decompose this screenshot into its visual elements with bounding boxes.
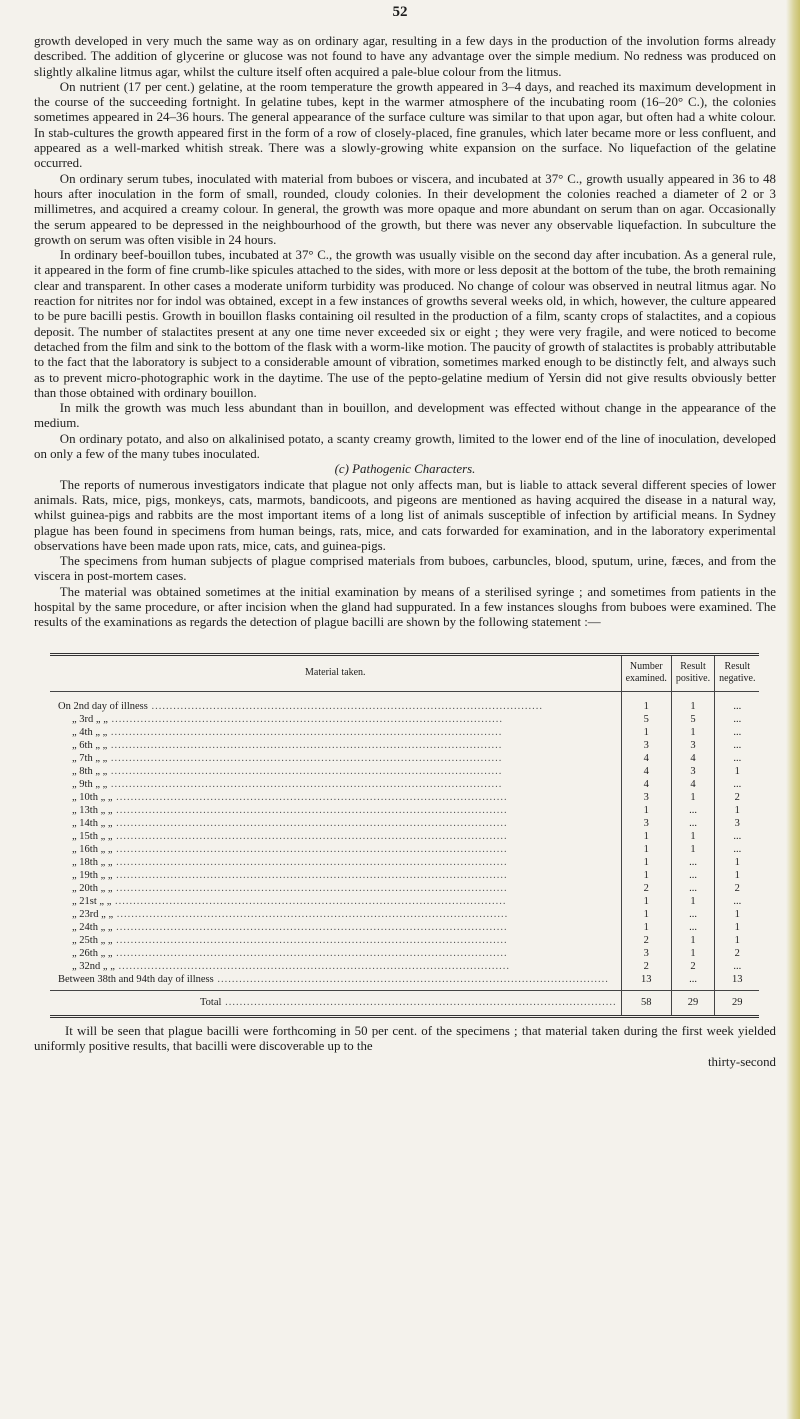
material-label: „ 18th „ „ xyxy=(72,857,113,868)
table-header-row xyxy=(50,655,759,692)
material-label: „ 14th „ „ xyxy=(72,818,113,829)
material-label: „ 13th „ „ xyxy=(72,805,113,816)
positive-cell: 4 xyxy=(671,752,714,765)
positive-cell: 1 xyxy=(671,895,714,908)
paragraph: On ordinary serum tubes, inoculated with material from buboes or viscera, and incubated at 37° C., growth usually appeared in 36 to 48 hours after inoculation in the form of small, rounded, cloudy colonies. In their development the colonies reached a diameter of 2 or 3 millimetres, and acquired a creamy colour. In general, the growth was more opaque and more abundant on serum than on agar. Occasionally the serum appeared to be depressed in the neighbourhood of the growth, but there was never any observable liquefaction. In subculture the growth on serum was often visible in 24 hours. xyxy=(34,171,776,247)
material-cell xyxy=(50,804,621,817)
material-cell xyxy=(50,739,621,752)
material-label: „ 19th „ „ xyxy=(72,870,113,881)
paragraph: The material was obtained sometimes at the initial examination by means of a sterilised syringe ; and sometimes from patients in the hospital by the same procedure, or after incision when the gland had suppurated. In a few instances sloughs from buboes were examined. The results of the examinations as regards the detection of plague bacilli are shown by the following statement :— xyxy=(34,584,776,630)
material-label: „ 20th „ „ xyxy=(72,883,113,894)
negative-cell: 1 xyxy=(715,804,760,817)
examined-cell: 5 xyxy=(621,713,671,726)
examined-cell: 4 xyxy=(621,765,671,778)
table-row xyxy=(50,791,759,804)
positive-cell: ... xyxy=(671,856,714,869)
examined-cell: 3 xyxy=(621,817,671,830)
paragraph: In milk the growth was much less abundant than in bouillon, and development was effected without change in the appearance of the medium. xyxy=(34,401,776,431)
material-cell xyxy=(50,726,621,739)
results-table-wrap xyxy=(50,653,756,1018)
table-row xyxy=(50,778,759,791)
positive-cell: 5 xyxy=(671,713,714,726)
negative-cell: ... xyxy=(715,726,760,739)
material-label: „ 32nd „ „ xyxy=(72,961,115,972)
material-label: „ 25th „ „ xyxy=(72,935,113,946)
table-row xyxy=(50,908,759,921)
total-label: Total ..... xyxy=(50,991,621,1017)
material-cell xyxy=(50,947,621,960)
table-row xyxy=(50,869,759,882)
paragraph: The specimens from human subjects of plague comprised materials from buboes, carbuncles, blood, sputum, urine, fæces, and from the viscera in post-mortem cases. xyxy=(34,554,776,584)
dot-leader xyxy=(115,961,510,972)
material-cell xyxy=(50,817,621,830)
negative-cell: 2 xyxy=(715,882,760,895)
dot-leader xyxy=(113,883,508,894)
positive-cell: ... xyxy=(671,869,714,882)
results-table xyxy=(50,653,759,1018)
dot-leader xyxy=(113,948,508,959)
material-label: „ 7th „ „ xyxy=(72,753,108,764)
dot-leader xyxy=(113,922,508,933)
positive-cell: ... xyxy=(671,973,714,991)
table-body xyxy=(50,692,759,991)
material-label: „ 9th „ „ xyxy=(72,779,108,790)
positive-cell: 4 xyxy=(671,778,714,791)
negative-cell: 2 xyxy=(715,791,760,804)
dot-leader xyxy=(113,805,508,816)
page-number: 52 xyxy=(392,4,408,20)
material-cell xyxy=(50,856,621,869)
material-label: „ 6th „ „ xyxy=(72,740,108,751)
closing-paragraph: It will be seen that plague bacilli were forthcoming in 50 per cent. of the specimens ; that material taken during the first week yielded uniformly positive results, that bacilli were discoverable up to the xyxy=(34,1024,776,1054)
material-cell xyxy=(50,843,621,856)
examined-cell: 4 xyxy=(621,752,671,765)
dot-leader xyxy=(113,792,508,803)
material-label: „ 21st „ „ xyxy=(72,896,112,907)
paragraph: The reports of numerous investigators indicate that plague not only affects man, but is liable to attack several different species of lower animals. Rats, mice, pigs, monkeys, cats, marmots, bandicoots, and pigeons are mentioned as having acquired the disease in a natural way, whilst guinea-pigs and rabbits are the most important items of a long list of animals susceptible of infection by artificial means. In Sydney plague has been found in specimens from human beings, rats, mice, and cats forwarded for examination, and in the laboratory experimental observations have been made upon rats, mice, cats, and guinea-pigs. xyxy=(34,477,776,553)
positive-cell: 1 xyxy=(671,726,714,739)
material-cell xyxy=(50,692,621,714)
negative-cell: 1 xyxy=(715,869,760,882)
negative-cell: ... xyxy=(715,778,760,791)
examined-cell: 1 xyxy=(621,908,671,921)
dot-leader xyxy=(108,714,503,725)
page-edge xyxy=(786,0,800,1419)
dot-leader xyxy=(107,727,502,738)
positive-cell: 3 xyxy=(671,739,714,752)
header-material: Material taken. xyxy=(50,655,621,692)
section-heading: (c) Pathogenic Characters. xyxy=(334,462,476,477)
material-label: „ 26th „ „ xyxy=(72,948,113,959)
negative-cell: ... xyxy=(715,960,760,973)
examined-cell: 2 xyxy=(621,882,671,895)
table-row xyxy=(50,739,759,752)
positive-cell: ... xyxy=(671,921,714,934)
dot-leader xyxy=(113,935,508,946)
table-row xyxy=(50,934,759,947)
examined-cell: 3 xyxy=(621,739,671,752)
negative-cell: ... xyxy=(715,752,760,765)
table-row xyxy=(50,921,759,934)
negative-cell: ... xyxy=(715,692,760,714)
total-examined: 58 xyxy=(621,991,671,1017)
positive-cell: 1 xyxy=(671,843,714,856)
table-row xyxy=(50,692,759,714)
examined-cell: 1 xyxy=(621,856,671,869)
table-row xyxy=(50,765,759,778)
positive-cell: 1 xyxy=(671,934,714,947)
dot-leader xyxy=(113,909,508,920)
examined-cell: 1 xyxy=(621,804,671,817)
closing-catchword: thirty-second xyxy=(707,1054,776,1069)
dot-leader xyxy=(113,870,508,881)
positive-cell: 2 xyxy=(671,960,714,973)
header-positive: Result positive. xyxy=(671,655,714,692)
negative-cell: ... xyxy=(715,895,760,908)
material-label: „ 23rd „ „ xyxy=(72,909,114,920)
negative-cell: ... xyxy=(715,843,760,856)
material-label: „ 10th „ „ xyxy=(72,792,113,803)
table-row xyxy=(50,947,759,960)
material-label: On 2nd day of illness xyxy=(58,701,148,712)
paragraph: In ordinary beef-bouillon tubes, incubated at 37° C., the growth was usually visible on the second day after incubation. As a general rule, it appeared in the form of fine crumb-like spicules attached to the sides, with more or less deposit at the bottom of the tube, the broth remaining clear and transparent. In other cases a moderate uniform turbidity was produced. No change of colour was observed in neutral litmus agar. No reaction for nitrites nor for indol was obtained, except in a few instances of growths several weeks old, in which, however, the culture appeared to be pure bacilli pestis. Growth in bouillon flasks containing oil resulted in the production of a film, scanty crops of stalactites, and a copious deposit. The number of stalactites present at any one time never exceeded six or eight ; they were very fragile, and were noticed to become detached from the film and sink to the bottom of the flask with a worm-like motion. The paucity of growth of stalactites is probably attributable to the fact that the laboratory is subject to a considerable amount of vibration, sometimes marked enough to be distinctly felt, and always such as to prevent micro-photographic work in the daytime. The use of the pepto-gelatine medium of Yersin did not give results obviously better than those obtained with ordinary bouillon. xyxy=(34,248,776,400)
material-label: „ 15th „ „ xyxy=(72,831,113,842)
total-positive: 29 xyxy=(671,991,714,1017)
positive-cell: 3 xyxy=(671,765,714,778)
examined-cell: 1 xyxy=(621,830,671,843)
table-row xyxy=(50,830,759,843)
dot-leader xyxy=(148,701,543,712)
dot-leader xyxy=(107,779,502,790)
paragraph: growth developed in very much the same way as on ordinary agar, resulting in a few days in the production of the involution forms already described. The addition of glycerine or glucose was not found to have any advantage over the simple medium. No redness was produced on slightly alkaline litmus agar, whilst the culture itself often acquired a pale-blue colour from the litmus. xyxy=(34,34,776,79)
header-examined: Number examined. xyxy=(621,655,671,692)
positive-cell: 1 xyxy=(671,947,714,960)
examined-cell: 1 xyxy=(621,843,671,856)
positive-cell: ... xyxy=(671,882,714,895)
examined-cell: 3 xyxy=(621,791,671,804)
examined-cell: 2 xyxy=(621,960,671,973)
material-cell xyxy=(50,830,621,843)
examined-cell: 1 xyxy=(621,895,671,908)
table-row xyxy=(50,726,759,739)
material-label: „ 24th „ „ xyxy=(72,922,113,933)
material-label: „ 8th „ „ xyxy=(72,766,108,777)
positive-cell: ... xyxy=(671,817,714,830)
examined-cell: 1 xyxy=(621,692,671,714)
material-cell xyxy=(50,752,621,765)
material-cell xyxy=(50,934,621,947)
table-row xyxy=(50,895,759,908)
examined-cell: 1 xyxy=(621,869,671,882)
examined-cell: 13 xyxy=(621,973,671,991)
paragraph: On nutrient (17 per cent.) gelatine, at the room temperature the growth appeared in 3–4 days, and reached its maximum development in the course of the succeeding fortnight. In gelatine tubes, kept in the warmer atmosphere of the incubating room (16–20° C.), the colonies sometimes appeared in 24–36 hours. The general appearance of the surface culture was similar to that upon agar, but often had a white colour. In stab-cultures the growth appeared first in the form of a row of closely-placed, fine granules, which later became more or less confluent, and appeared as a well-marked whitish streak. There was a slowly-growing white expansion on the surface. No liquefaction of the gelatine occurred. xyxy=(34,79,776,171)
examined-cell: 2 xyxy=(621,934,671,947)
examined-cell: 1 xyxy=(621,726,671,739)
positive-cell: ... xyxy=(671,908,714,921)
positive-cell: ... xyxy=(671,804,714,817)
table-row xyxy=(50,817,759,830)
dot-leader xyxy=(113,857,508,868)
material-cell xyxy=(50,713,621,726)
material-cell xyxy=(50,869,621,882)
body-text xyxy=(34,34,776,631)
dot-leader xyxy=(113,831,508,842)
material-cell xyxy=(50,882,621,895)
negative-cell: ... xyxy=(715,739,760,752)
dot-leader xyxy=(113,818,508,829)
dot-leader xyxy=(111,896,506,907)
total-negative: 29 xyxy=(715,991,760,1017)
material-cell xyxy=(50,908,621,921)
examined-cell: 4 xyxy=(621,778,671,791)
dot-leader xyxy=(107,740,502,751)
material-cell xyxy=(50,895,621,908)
material-label: „ 3rd „ „ xyxy=(72,714,108,725)
total-row xyxy=(50,991,759,1017)
examined-cell: 1 xyxy=(621,921,671,934)
positive-cell: 1 xyxy=(671,830,714,843)
table-row xyxy=(50,973,759,991)
table-row xyxy=(50,856,759,869)
material-cell xyxy=(50,791,621,804)
material-label: Between 38th and 94th day of illness xyxy=(58,974,214,985)
negative-cell: 1 xyxy=(715,765,760,778)
material-cell xyxy=(50,960,621,973)
examined-cell: 3 xyxy=(621,947,671,960)
dot-leader xyxy=(107,766,502,777)
closing-text xyxy=(34,1024,776,1070)
table-row xyxy=(50,804,759,817)
negative-cell: 1 xyxy=(715,856,760,869)
table-row xyxy=(50,713,759,726)
negative-cell: 1 xyxy=(715,921,760,934)
dot-leader xyxy=(214,974,609,985)
table-row xyxy=(50,960,759,973)
positive-cell: 1 xyxy=(671,692,714,714)
header-negative: Result negative. xyxy=(715,655,760,692)
material-cell xyxy=(50,778,621,791)
table-row xyxy=(50,843,759,856)
table-row xyxy=(50,752,759,765)
positive-cell: 1 xyxy=(671,791,714,804)
negative-cell: ... xyxy=(715,713,760,726)
dot-leader xyxy=(113,844,508,855)
material-label: „ 4th „ „ xyxy=(72,727,108,738)
material-cell xyxy=(50,921,621,934)
negative-cell: 1 xyxy=(715,934,760,947)
material-cell xyxy=(50,765,621,778)
material-cell xyxy=(50,973,621,991)
negative-cell: ... xyxy=(715,830,760,843)
dot-leader xyxy=(107,753,502,764)
negative-cell: 13 xyxy=(715,973,760,991)
negative-cell: 3 xyxy=(715,817,760,830)
table-row xyxy=(50,882,759,895)
paragraph: On ordinary potato, and also on alkalinised potato, a scanty creamy growth, limited to the lower end of the line of inoculation, developed on only a few of the many tubes inoculated. xyxy=(34,431,776,462)
negative-cell: 2 xyxy=(715,947,760,960)
negative-cell: 1 xyxy=(715,908,760,921)
material-label: „ 16th „ „ xyxy=(72,844,113,855)
